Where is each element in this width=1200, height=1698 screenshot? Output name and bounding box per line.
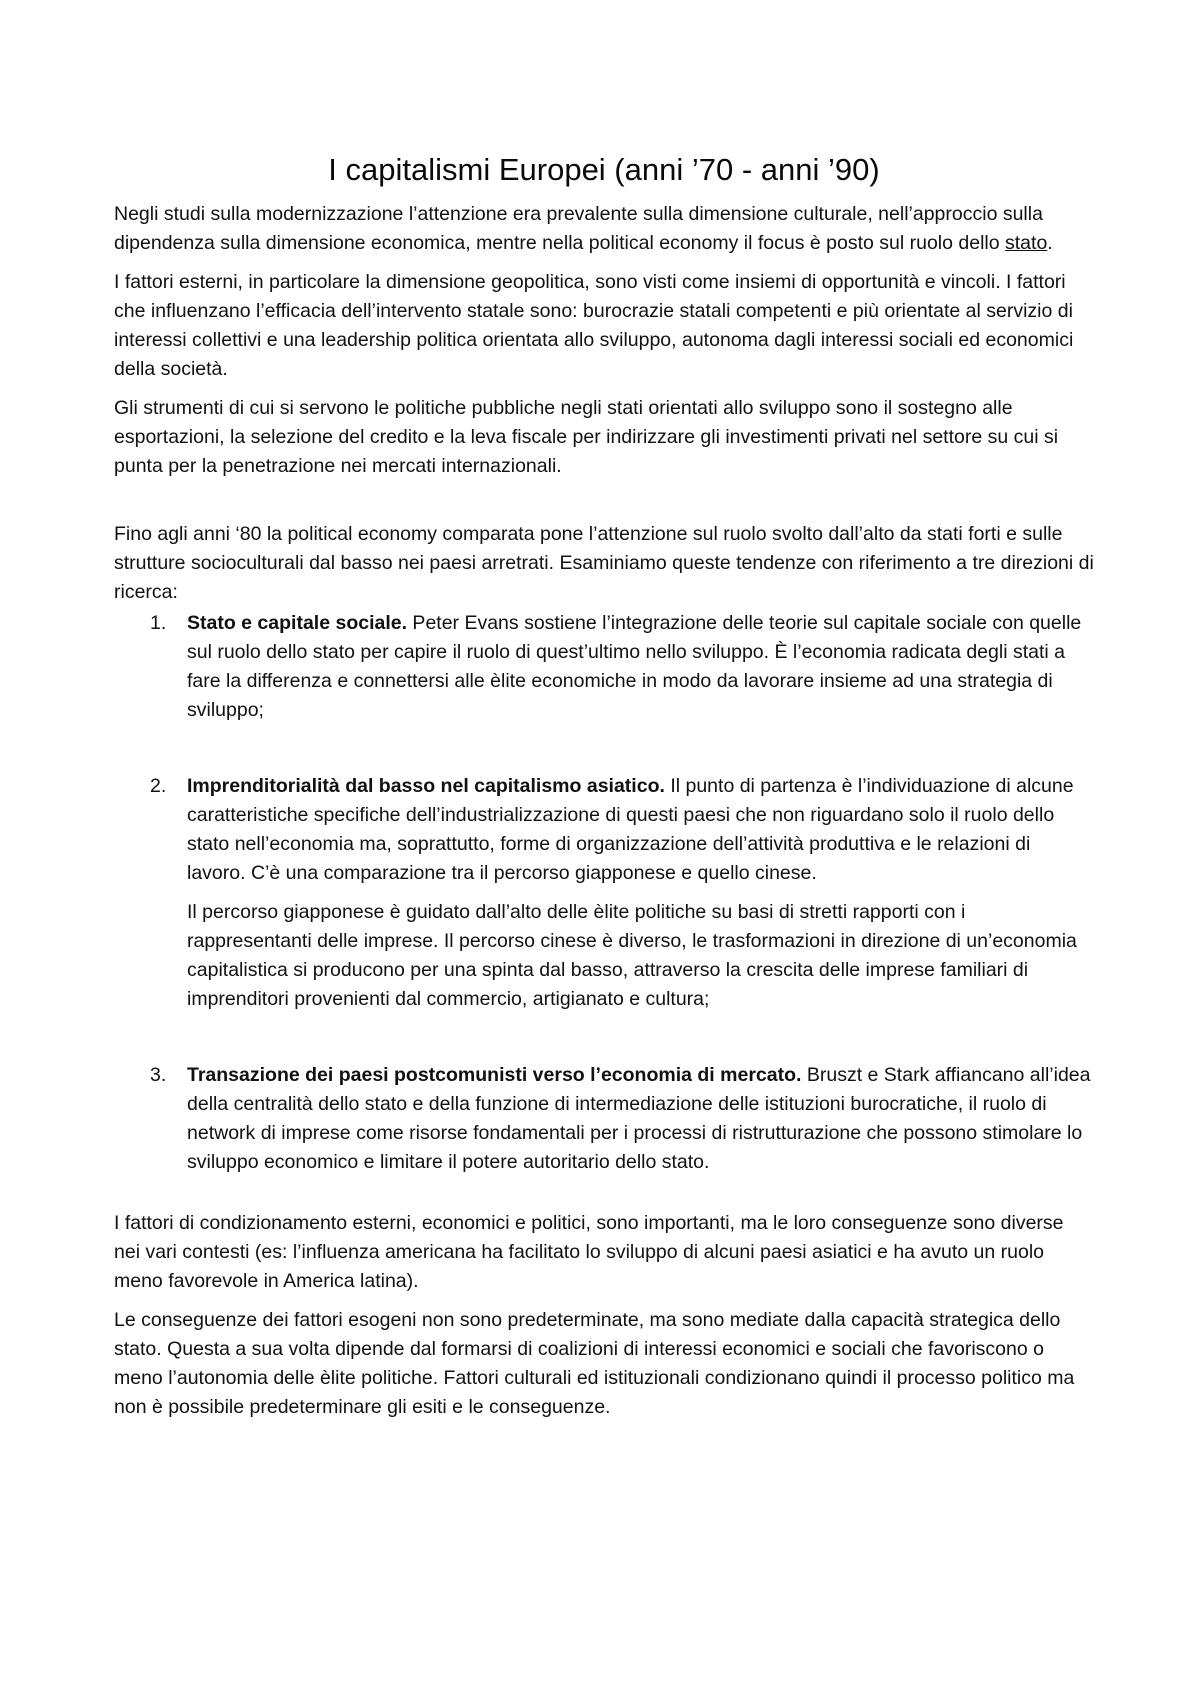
intro-text: Negli studi sulla modernizzazione l’attenzione era prevalente sulla dimensione culturale, nell’approccio sulla dipendenza sulla dimensione economica, mentre nella political economy il focus è posto sul ruolo dello xyxy=(114,203,1043,254)
list-item-heading: Transazione dei paesi postcomunisti verso l’economia di mercato. xyxy=(187,1064,802,1086)
list-item xyxy=(114,609,1094,725)
list-item-number: 3. xyxy=(150,1064,167,1086)
spacer xyxy=(114,1024,1094,1061)
list-item-body: Peter Evans sostiene l’integrazione delle teorie sul capitale sociale con quelle sul ruolo dello stato per capire il ruolo di quest’ultimo nello sviluppo. È l’economia radicata degli stati a fare la differenza e connettersi alle èlite economiche in modo da lavorare insieme ad una strategia di sviluppo; xyxy=(187,612,1082,721)
paragraph-exogenous-factors: Le conseguenze dei fattori esogeni non sono predeterminate, ma sono mediate dalla capacità strategica dello stato. Questa a sua volta dipende dal formarsi di coalizioni di interessi economici e sociali che favoriscono o meno l’autonomia delle èlite politiche. Fattori culturali ed istituzionali condizionano quindi il processo politico ma non è possibile predeterminare gli esiti e le conseguenze. xyxy=(114,1309,1075,1418)
list-item-text xyxy=(187,1061,1094,1177)
spacer xyxy=(114,1187,1094,1209)
list-item-number: 1. xyxy=(150,612,167,634)
paragraph-external-factors: I fattori esterni, in particolare la dimensione geopolitica, sono visti come insiemi di opportunità e vincoli. I fattori che influenzano l’efficacia dell’intervento statale sono: burocrazie statali competenti e più orientate al servizio di interessi collettivi e una leadership politica orientata allo sviluppo, autonoma dagli interessi sociali ed economici della società. xyxy=(114,271,1074,380)
research-directions-list xyxy=(114,609,1094,1177)
paragraph-policy-tools: Gli strumenti di cui si servono le politiche pubbliche negli stati orientati allo sviluppo sono il sostegno alle esportazioni, la selezione del credito e la leva fiscale per indirizzare gli investimenti privati nel settore su cui si punta per la penetrazione nei mercati internazionali. xyxy=(114,397,1059,477)
underlined-word: stato xyxy=(1005,232,1048,254)
list-item-text xyxy=(187,772,1094,888)
list-item-heading: Imprenditorialità dal basso nel capitalismo asiatico. xyxy=(187,775,665,797)
spacer xyxy=(114,491,1094,520)
intro-paragraph xyxy=(114,200,1094,258)
list-item-text xyxy=(187,609,1094,725)
list-item-number: 2. xyxy=(150,775,167,797)
list-item-body: Il punto di partenza è l’individuazione di alcune caratteristiche specifiche dell’industrializzazione di questi paesi che non riguardano solo il ruolo dello stato nell’economia ma, soprattutto, forme di organizzazione dell’attività produttiva e le relazioni di lavoro. C’è una comparazione tra il percorso giapponese e quello cinese. xyxy=(187,775,1074,884)
list-item xyxy=(114,772,1094,1014)
paragraph-external-conditioning: I fattori di condizionamento esterni, economici e politici, sono importanti, ma le loro conseguenze sono diverse nei vari contesti (es: l’influenza americana ha facilitato lo sviluppo di alcuni paesi asiatici e ha avuto un ruolo meno favorevole in America latina). xyxy=(114,1212,1064,1292)
intro-end: . xyxy=(1047,232,1053,254)
list-item xyxy=(114,1061,1094,1177)
list-item-heading: Stato e capitale sociale. xyxy=(187,612,408,634)
list-item-body: Bruszt e Stark affiancano all’idea della centralità dello stato e della funzione di intermediazione delle istituzioni burocratiche, il ruolo di network di imprese come risorse fondamentali per i processi di ristrutturazione che possono stimolare lo sviluppo economico e limitare il potere autoritario dello stato. xyxy=(187,1064,1091,1173)
page-title: I capitalismi Europei (anni ’70 - anni ’90) xyxy=(328,152,880,187)
spacer xyxy=(114,735,1094,772)
paragraph-lead-in: Fino agli anni ‘80 la political economy comparata pone l’attenzione sul ruolo svolto dall’alto da stati forti e sulle strutture socioculturali dal basso nei paesi arretrati. Esaminiamo queste tendenze con riferimento a tre direzioni di ricerca: xyxy=(114,523,1094,603)
list-item-continuation: Il percorso giapponese è guidato dall’alto delle èlite politiche su basi di stretti rapporti con i rappresentanti delle imprese. Il percorso cinese è diverso, le trasformazioni in direzione di un’economia capitalistica si producono per una spinta dal basso, attraverso la crescita delle imprese familiari di imprenditori provenienti dal commercio, artigianato e cultura; xyxy=(187,901,1077,1010)
document-body xyxy=(114,150,1094,1432)
